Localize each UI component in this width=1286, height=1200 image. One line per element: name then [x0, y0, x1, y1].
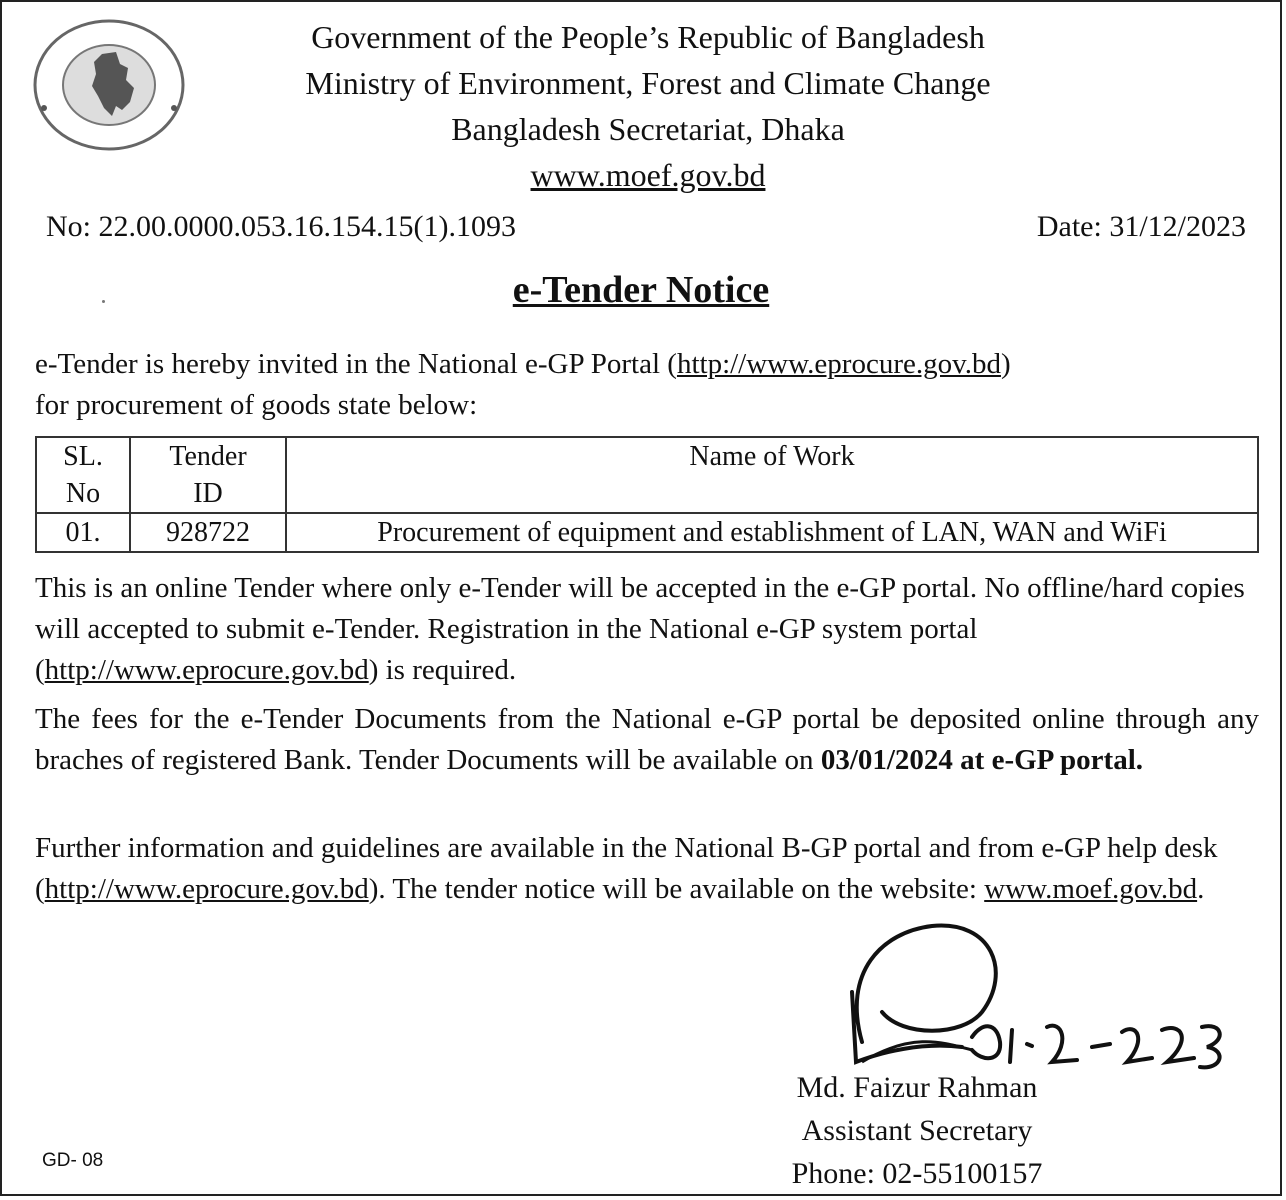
- ministry-website-link[interactable]: www.moef.gov.bd: [530, 157, 766, 193]
- document-code: GD- 08: [42, 1150, 104, 1171]
- availability-date: 03/01/2024 at e-GP portal.: [820, 744, 1143, 776]
- further-info-paragraph: [35, 828, 1259, 910]
- secretariat-name: Bangladesh Secretariat, Dhaka: [451, 111, 845, 147]
- eprocure-link[interactable]: http://www.eprocure.gov.bd: [44, 654, 369, 686]
- tender-id-cell: 928722: [130, 513, 286, 552]
- intro-text: e-Tender is hereby invited in the National e-GP Portal (: [35, 348, 677, 380]
- sl-cell: 01.: [36, 513, 130, 552]
- para3-text-middle: ). The tender notice will be available on the website:: [368, 873, 985, 905]
- para1-text: This is an online Tender where only e-Tender will be accepted in the e-GP portal. No offline/hard copies will accepted to submit e-Tender. Registration in the National e-GP system portal (: [35, 572, 1245, 686]
- government-name: Government of the People’s Republic of Bangladesh: [311, 19, 985, 55]
- speck: [102, 300, 105, 303]
- sl-header: SL. No: [36, 437, 130, 513]
- notice-title: e-Tender Notice: [512, 269, 770, 311]
- para3-text: Further information and guidelines are available in the National B-GP portal and from e-GP help desk (: [35, 832, 1218, 905]
- para2-text: The fees for the e-Tender Documents from the National e-GP portal be deposited online through any braches of registered Bank. Tender Documents will be available on: [35, 703, 1259, 776]
- name-of-work-header: Name of Work: [286, 437, 1258, 513]
- online-tender-paragraph: [35, 568, 1259, 691]
- tender-table: [35, 436, 1259, 553]
- signatory-block: [752, 1066, 1082, 1195]
- table-row: [36, 513, 1258, 552]
- ministry-name: Ministry of Environment, Forest and Climate Change: [305, 65, 991, 101]
- table-header-row: [36, 437, 1258, 513]
- eprocure-link[interactable]: http://www.eprocure.gov.bd: [676, 348, 1001, 380]
- intro-line2: for procurement of goods state below:: [35, 389, 478, 421]
- fees-paragraph: [35, 699, 1259, 781]
- name-of-work-cell: Procurement of equipment and establishment of LAN, WAN and WiFi: [286, 513, 1258, 552]
- para1-text-end: ) is required.: [368, 654, 517, 686]
- para3-text-end: .: [1197, 873, 1205, 905]
- intro-text-end: ): [1000, 348, 1011, 380]
- notice-date: Date: 31/12/2023: [1036, 210, 1246, 243]
- signatory-name: Md. Faizur Rahman: [796, 1071, 1038, 1104]
- tender-id-header: Tender ID: [130, 437, 286, 513]
- intro-paragraph: [35, 344, 1259, 426]
- government-seal: [30, 16, 188, 154]
- reference-number: No: 22.00.0000.053.16.154.15(1).1093: [46, 210, 516, 243]
- signatory-designation: Assistant Secretary: [801, 1114, 1033, 1147]
- signatory-phone: Phone: 02-55100157: [791, 1157, 1043, 1190]
- eprocure-link[interactable]: http://www.eprocure.gov.bd: [44, 873, 369, 905]
- letterhead: [232, 14, 1064, 198]
- moef-website-link[interactable]: www.moef.gov.bd: [984, 873, 1198, 905]
